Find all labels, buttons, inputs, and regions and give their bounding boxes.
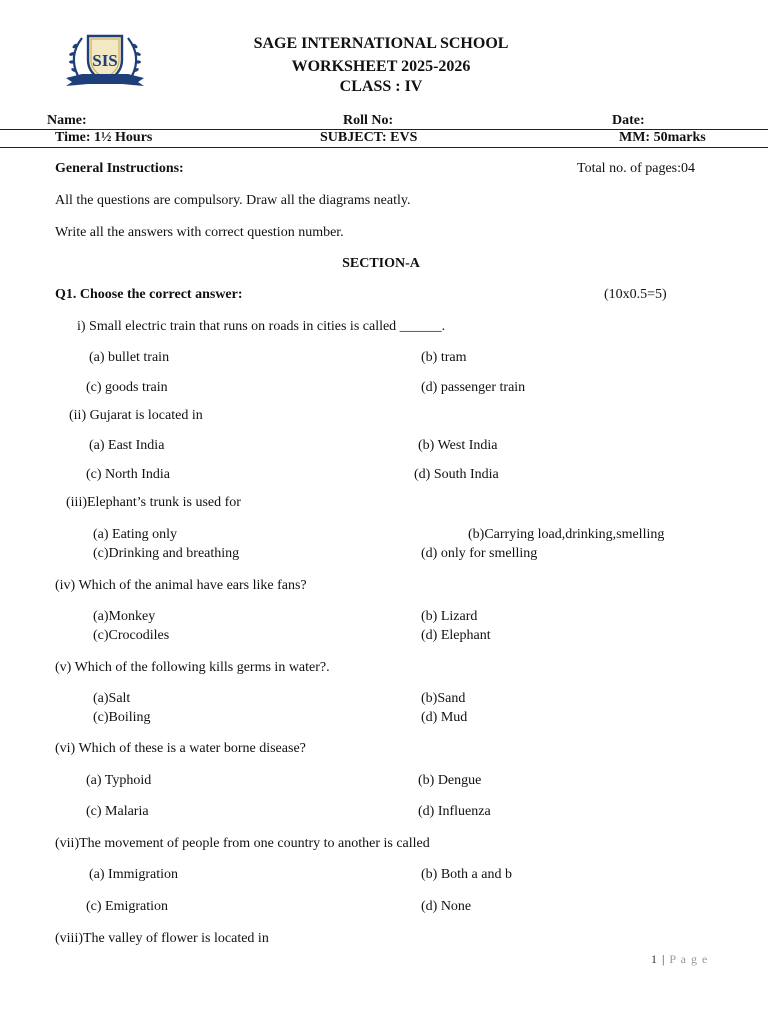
question-text: i) Small electric train that runs on roads in cities is called ______. (77, 319, 446, 334)
question-text: (vii)The movement of people from one country to another is called (55, 836, 430, 851)
page-footer (651, 952, 708, 967)
option-d: (d) Mud (421, 710, 468, 725)
option-b: (b) Lizard (421, 609, 478, 624)
total-pages: Total no. of pages:04 (577, 161, 695, 176)
option-d: (d) None (421, 899, 472, 914)
question-text: (iv) Which of the animal have ears like fans? (55, 578, 307, 593)
question-text: (viii)The valley of flower is located in (55, 931, 269, 946)
option-a: (a) Typhoid (86, 773, 152, 788)
option-c: (c)Boiling (93, 710, 151, 725)
q1-marks: (10x0.5=5) (604, 287, 667, 302)
option-c: (c)Crocodiles (93, 628, 170, 643)
q1-title: Q1. Choose the correct answer: (55, 287, 243, 302)
section-heading: SECTION-A (342, 256, 420, 271)
svg-text:SIS: SIS (92, 51, 118, 70)
time-label: Time: 1½ Hours (55, 130, 153, 145)
instruction-line-2: Write all the answers with correct question number. (55, 225, 344, 240)
option-b: (b) tram (421, 350, 467, 365)
option-b: (b) Dengue (418, 773, 482, 788)
school-name: SAGE INTERNATIONAL SCHOOL (253, 35, 509, 52)
instruction-line-1: All the questions are compulsory. Draw all the diagrams neatly. (55, 193, 411, 208)
subject-label: SUBJECT: EVS (320, 130, 418, 145)
option-c: (c)Drinking and breathing (93, 546, 240, 561)
class-title: CLASS : IV (339, 78, 423, 95)
option-b: (b) West India (418, 438, 498, 453)
option-c: (c) North India (86, 467, 170, 482)
option-d: (d) passenger train (421, 380, 526, 395)
option-b: (b) Both a and b (421, 867, 512, 882)
option-c: (c) Malaria (86, 804, 149, 819)
option-a: (a)Monkey (93, 609, 156, 624)
question-text: (vi) Which of these is a water borne disease? (55, 741, 306, 756)
name-label: Name: (47, 113, 87, 128)
option-a: (a) East India (89, 438, 165, 453)
question-text: (iii)Elephant’s trunk is used for (66, 495, 241, 510)
option-d: (d) only for smelling (421, 546, 538, 561)
divider-bottom (0, 147, 768, 148)
option-a: (a)Salt (93, 691, 131, 706)
question-text: (ii) Gujarat is located in (69, 408, 203, 423)
option-c: (c) goods train (86, 380, 168, 395)
option-c: (c) Emigration (86, 899, 169, 914)
option-a: (a) bullet train (89, 350, 170, 365)
option-b: (b)Sand (421, 691, 466, 706)
option-b: (b)Carrying load,drinking,smelling (468, 527, 665, 542)
instructions-heading: General Instructions: (55, 161, 184, 176)
option-d: (d) Influenza (418, 804, 491, 819)
option-a: (a) Eating only (93, 527, 177, 542)
worksheet-title: WORKSHEET 2025-2026 (291, 58, 471, 75)
option-d: (d) Elephant (421, 628, 491, 643)
date-label: Date: (612, 113, 645, 128)
roll-label: Roll No: (343, 113, 394, 128)
option-d: (d) South India (414, 467, 499, 482)
marks-label: MM: 50marks (619, 130, 706, 145)
option-a: (a) Immigration (89, 867, 179, 882)
page-word: P a g e (669, 952, 709, 966)
question-text: (v) Which of the following kills germs in water?. (55, 660, 330, 675)
page-number: 1 | (651, 952, 670, 966)
